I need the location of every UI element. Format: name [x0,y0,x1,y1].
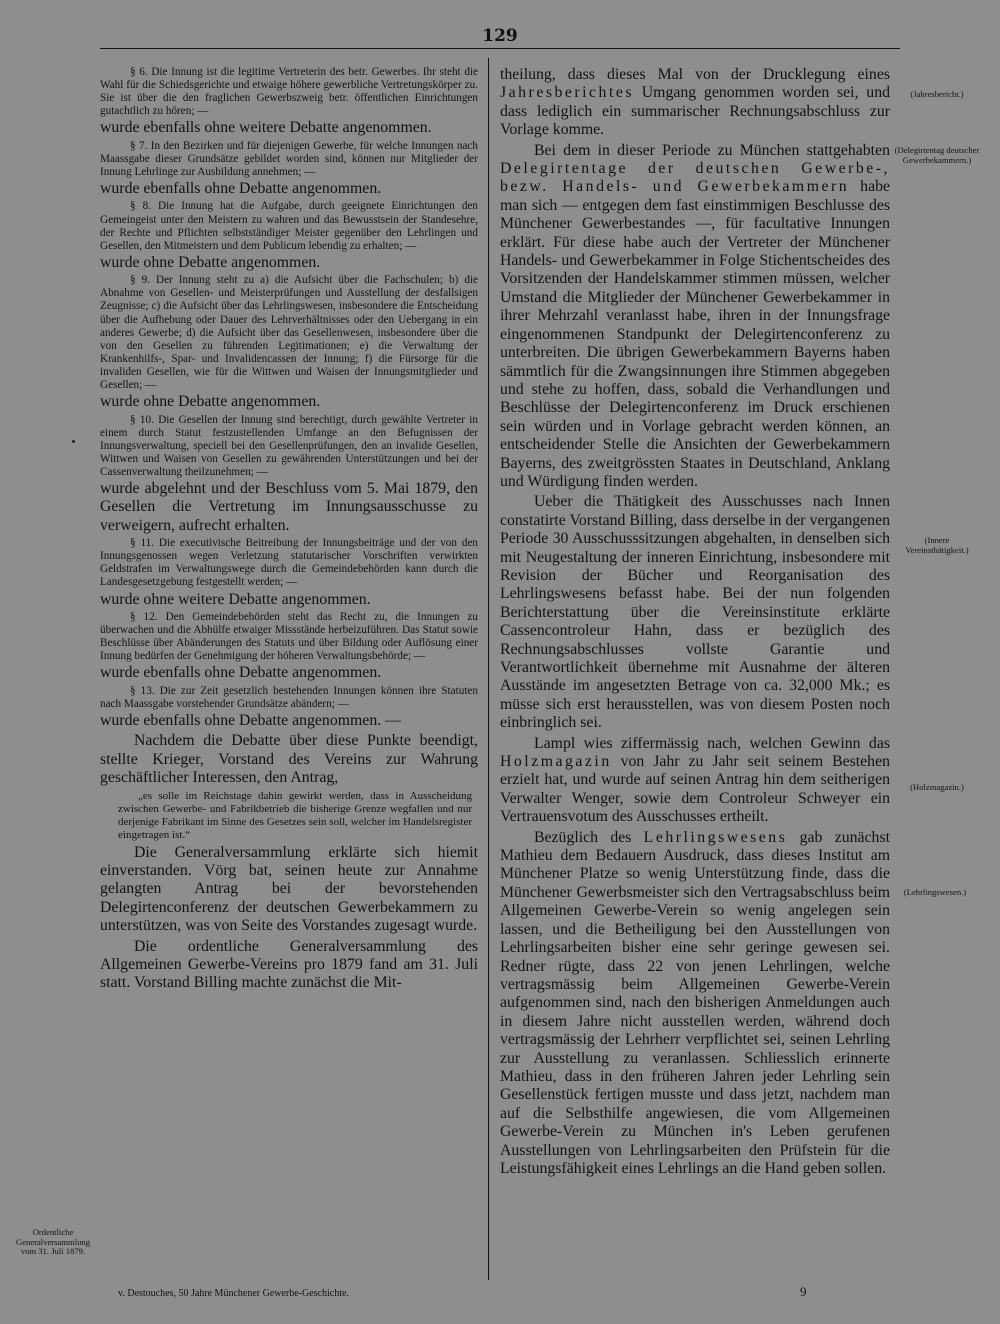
apprentices-paragraph [500,829,890,1179]
signature-mark: 9 [800,1284,807,1299]
wood-magazine-paragraph [500,735,890,827]
resolution-10: wurde abgelehnt und der Beschluss vom 5. Mai 1879, den Gesellen die Vertretung im Innungsausschusse zu verweigern, aufrecht erhalten. [100,479,478,534]
delegates-paragraph [500,142,890,492]
paragraph-12: § 12. Den Gemeindebehörden steht das Recht zu, die Innungen zu überwachen und die Abhülfe etwaiger Missstände herbeizuführen. Das Statut sowie Beschlüsse über Abänderungen des Statuts und über Bildung oder Auflösung einer Innung bedürfen der Genehmigung der höheren Verwaltungsbehörde; — [100,610,478,663]
page-number: 129 [482,26,518,46]
margin-note-delegates: (Delegirtentag deutscher Gewerbekammern.) [894,145,980,165]
resolution-7: wurde ebenfalls ohne Debatte angenommen. [100,180,382,198]
paragraph-13: § 13. Die zur Zeit gesetzlich bestehenden Innungen können ihre Statuten nach Maassgabe vorstehender Grundsätze abändern; — [100,684,478,710]
paragraph-8: § 8. Die Innung hat die Aufgabe, durch geeignete Einrichtungen den Gemeingeist unter den Meistern zu wahren und das Bewusstsein der Standesehre, der Rechte und Pflichten selbstständiger Meister gegenüber den Lehrlingen und Gesellen, den Mitmeistern und dem Publicum lebendig zu erhalten; — [100,200,478,252]
paragraph-11: § 11. Die executivische Beitreibung der Innungsbeiträge und der von den Innungsgenossen wegen Verletzung statutarischer Vorschriften verwirkten Geldstrafen im Verwaltungswege durch die Gemeindebehörden kann durch die Landesgesetzgebung festgestellt werden; — [100,537,478,589]
annual-report-paragraph [500,66,890,140]
motion-quote: „es solle im Reichstage dahin gewirkt werden, dass in Ausscheidung zwischen Gewerbe- und Fabrikbetrieb die bisherige Grenze wegfallen und nur derjenige Fabrikant im Sinne des Gesetzes sein soll, welcher im Handelsregister eingetragen ist.“ [118,789,472,841]
text-run: von Jahr zu Jahr seit seinem Bestehen erzielt hat, und wurde auf seinen Antrag hin dem seitherigen Verwalter Wenger, sowie dem Controleur Schweyer ein Vertrauensvotum des Ausschusses ertheilt. [500,753,890,826]
spaced-term-lehrlingswesen: Lehrlingswesens [643,828,788,846]
committee-paragraph: Ueber die Thätigkeit des Ausschusses nach Innen constatirte Vorstand Billing, dass derselbe in der vergangenen Periode 30 Ausschusssitzungen abgehalten, in denselben sich mit Neugestaltung der inneren Einrichtung, insbesondere mit Revision der Bücher und Reorganisation des Lehrlingswesens befasst habe. Bei der nun folgenden Berichterstattung über die Vereinsinstitute erklärte Cassencontroleur Hahn, dass er bezüglich des Rechnungsabschlusses vollste Garantie und Verantwortlichkeit übernehme mit Ausnahme der älteren Ausstände im angesetzten Betrage von ca. 32,000 Mk.; es müsse sich erst herausstellen, was von diesem Posten noch einbringlich sei. [500,493,890,732]
margin-speck [72,440,75,443]
header-rule [100,48,900,49]
margin-note-general-assembly: Ordentliche Generalversammlung vom 31. Juli 1879. [16,1227,90,1257]
margin-note-annual-report: (Jahresbericht.) [910,89,964,99]
spaced-term-holzmagazin: Holzmagazin [500,753,612,771]
text-run: Bei dem in dieser Periode zu München stattgehabten [534,141,890,159]
resolution-9: wurde ohne Debatte angenommen. [100,393,321,411]
right-column [500,66,890,1180]
margin-note-internal-activity: (Innere Vereinsthätigkeit.) [905,535,969,555]
resolution-13: wurde ebenfalls ohne Debatte angenommen. — [100,711,401,729]
resolution-8: wurde ohne Debatte angenommen. [100,253,321,271]
margin-note-apprentices: (Lehrlingswesen.) [903,887,967,897]
footer-citation: v. Destouches, 50 Jahre Münchener Gewerbe-Geschichte. [118,1288,349,1299]
paragraph-7: § 7. In den Bezirken und für diejenigen Gewerbe, für welche Innungen nach Maassgabe dieser Grundsätze gebildet worden sind, können nur Mitglieder der Innung Lehrlinge zur Ausbildung annehmen; — [100,139,478,178]
spaced-term-jahresbericht: Jahresberichtes [500,84,634,102]
left-column [100,66,478,995]
text-run: habe man sich — entgegen dem fast einstimmigen Beschlusse des Münchener Gewerbestandes —, für facultative Innungen erklärt. Für diese habe auch der Vertreter der Münchener Handels- und Gewerbekammer in Folge Stichentscheides des Vorsitzenden der Handelskammer stimmen müssen, welcher Umstand die Mitglieder der Münchener Gewerbekammer in ihrer Mehrzahl veranlasst habe, ihren in der Innungsfrage eingenommenen Standpunkt der Delegirtenconferenz zu unterbreiten. Die übrigen Gewerbekammern Bayerns haben sämmtlich für die Zwangsinnungen ihre Stimmen abgegeben und stehe zu hoffen, dass, sobald die Verhandlungen und Beschlüsse der Delegirtenconferenz im Druck erschienen sein würden und in Vorlage gebracht werden können, an entscheidender Stelle die Ansichten der Gewerbekammern Bayerns, des zweitgrössten Staates in Deutschland, Anklang und Würdigung finden werden. [500,178,890,490]
assembly-agreement: Die Generalversammlung erklärte sich hiemit einverstanden. Vörg bat, seinen heute zur Annahme gelangten Antrag bei der bevorstehenden Delegirtenconferenz der deutschen Gewerbekammern zu unterstützen, was von Seite des Vorstandes zugesagt wurde. [100,843,478,935]
text-run: theilung, dass dieses Mal von der Drucklegung eines [500,66,890,83]
paragraph-10: § 10. Die Gesellen der Innung sind berechtigt, durch gewählte Vertreter in einem durch Statut festzustellenden Umfange an den Befugnissen der Innungsverwaltung, speciell bei den Gesellenprüfungen, den an invalide Gesellen, Wittwen und Waisen von Gesellen zu gewährenden Unterstützungen und bei der Cassenverwaltung theilzunehmen; — [100,413,478,478]
spaced-term-delegirtentag: Delegirtentage der deutschen Gewerbe-, bezw. Handels- und Gewerbekammern [500,160,890,196]
text-run: gab zunächst Mathieu dem Bedauern Ausdruck, dass dieses Institut am Münchener Platze so wenig Unterstützung finde, dass die Münchener Gewerbsmeister sich den Vertragsabschluss beim Allgemeinen Gewerbe-Verein so wenig angelegen sein lassen, und die Betheiligung bei den Ausstellungen von Lehrlingsarbeiten bisher eine sehr geringe gewesen sei. Redner rügte, dass 22 von jenen Lehrlingen, welche vertragsmässig beim Allgemeinen Gewerbe-Verein aufgenommen sind, nach den bisherigen Anmeldungen auch in diesem Jahre nicht ausstellen werden, während doch vertragsmässig der Lehrherr verpflichtet sei, seinen Lehrling zur Ausstellung zu veranlassen. Schliesslich erinnerte Mathieu, dass in den früheren Jahren jeder Lehrling sein Gesellenstück fertigen musste und dass jetzt, nachdem man auf die Selbsthilfe angewiesen, die vom Allgemeinen Gewerbe-Verein zu München in's Leben gerufenen Ausstellungen von Lehrlingsarbeiten den Prüfstein für die Leistungsfähigkeit eines Lehrlings an die Hand geben sollen. [500,828,890,1177]
krieger-motion: Nachdem die Debatte über diese Punkte beendigt, stellte Krieger, Vorstand des Vereins zur Wahrung geschäftlicher Interessen, den Antrag, [100,732,478,787]
paragraph-6: § 6. Die Innung ist die legitime Vertreterin des betr. Gewerbes. Ihr steht die Wahl für die Schiedsgerichte und etwaige höhere gewerbliche Vertretungskörper zu. Sie ist über die den fraglichen Gewerbszweig betr. öffentlichen Einrichtungen gutachtlich zu hören; — [100,66,478,118]
paragraph-9: § 9. Der Innung steht zu a) die Aufsicht über die Fachschulen; b) die Abnahme von Gesellen- und Meisterprüfungen und Ausstellung der desfallsigen Zeugnisse; c) die Aufsicht über das Lehrlingswesen, insbesondere die Entscheidung über die Aufhebung oder Dauer des Lehrverhältnisses oder den Uebergang in ein anderes Gewerbe; d) die Aufsicht über das Gesellenwesen, insbesondere über die von den Gesellen zu führenden Legitimationen; e) die Verwaltung der Krankenhilfs-, Spar- und Invalidencassen der Innung; f) die Fürsorge für die invaliden Gesellen, wie für die Wittwen und Waisen der Innungsmitglieder und Gesellen; — [100,274,478,391]
resolution-11: wurde ohne weitere Debatte angenommen. [100,590,371,608]
general-assembly-paragraph: Die ordentliche Generalversammlung des Allgemeinen Gewerbe-Vereins pro 1879 fand am 31. Juli statt. Vorstand Billing machte zunächst die Mit- [100,937,478,992]
margin-note-wood-magazine: (Holzmagazin.) [910,782,964,792]
resolution-12: wurde ebenfalls ohne Debatte angenommen. [100,664,382,682]
resolution-6: wurde ebenfalls ohne weitere Debatte angenommen. [100,119,432,137]
text-run: Lampl wies ziffermässig nach, welchen Gewinn das [534,734,890,752]
text-run: Bezüglich des [534,828,644,846]
text-run: Umgang genommen worden sei, und dass lediglich ein summarischer Rechnungsabschluss zur Vorlage komme. [500,84,890,139]
column-divider [488,58,489,1280]
